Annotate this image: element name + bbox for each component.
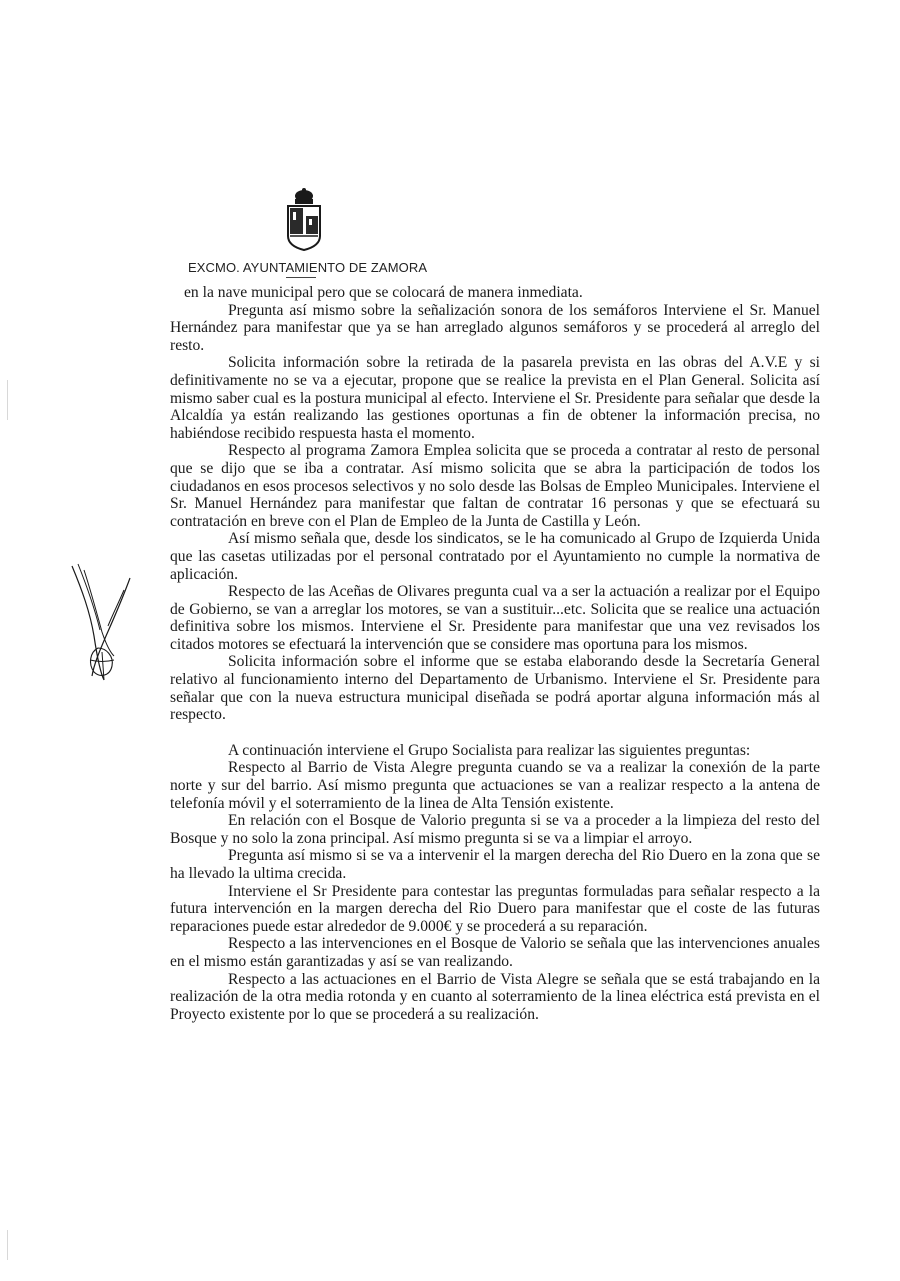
- paragraph: Solicita información sobre el informe que se estaba elaborando desde la Secretaría General relativo al funcionamiento interno del Departamento de Urbanismo. Interviene el Sr. Presidente para señalar que con la nueva estructura municipal diseñada se podrá aportar alguna información más al respecto.: [170, 653, 820, 724]
- paragraph: Respecto a las intervenciones en el Bosque de Valorio se señala que las intervenciones anuales en el mismo están garantizadas y así se van realizando.: [170, 935, 820, 970]
- letterhead-rule: [286, 277, 316, 278]
- paragraph: Solicita información sobre la retirada de la pasarela prevista en las obras del A.V.E y si definitivamente no se va a ejecutar, propone que se realice la prevista en el Plan General. Solicita así mismo saber cual es la postura municipal al efecto. Interviene el Sr. Presidente para señalar que desde la Alcaldía ya están realizando las gestiones oportunas a fin de obtener la información precisa, no habiéndose recibido respuesta hasta el momento.: [170, 354, 820, 442]
- scan-margin-mark: [7, 380, 8, 420]
- paragraph: Pregunta así mismo si se va a intervenir el la margen derecha del Rio Duero en la zona que se ha llevado la ultima crecida.: [170, 847, 820, 882]
- paragraph: En relación con el Bosque de Valorio pregunta si se va a proceder a la limpieza del resto del Bosque y no solo la zona principal. Así mismo pregunta si se va a limpiar el arroyo.: [170, 812, 820, 847]
- paragraph: Respecto a las actuaciones en el Barrio de Vista Alegre se señala que se está trabajando en la realización de la otra media rotonda y en cuanto al soterramiento de la linea eléctrica está prevista en el Proyecto existente por lo que se procederá a su realización.: [170, 970, 820, 1023]
- institution-name: EXCMO. AYUNTAMIENTO DE ZAMORA: [188, 260, 428, 275]
- paragraph: Así mismo señala que, desde los sindicatos, se le ha comunicado al Grupo de Izquierda Unida que las casetas utilizadas por el personal contratado por el Ayuntamiento no cumple la normativa de aplicación.: [170, 530, 820, 583]
- paragraph: Respecto al programa Zamora Emplea solicita que se proceda a contratar al resto de personal que se dijo que se iba a contratar. Así mismo solicita que se abra la participación de todos los ciudadanos en esos procesos selectivos y no solo desde las Bolsas de Empleo Municipales. Interviene el Sr. Manuel Hernández para manifestar que faltan de contratar 16 personas y que se efectuará su contratación en breve con el Plan de Empleo de la Junta de Castilla y León.: [170, 442, 820, 530]
- paragraph: Pregunta así mismo sobre la señalización sonora de los semáforos Interviene el Sr. Manuel Hernández para manifestar que ya se han arreglado algunos semáforos y se procederá al arreglo del resto.: [170, 301, 820, 354]
- letterhead: [188, 188, 488, 283]
- paragraph: A continuación interviene el Grupo Socialista para realizar las siguientes preguntas:: [228, 741, 751, 759]
- scan-margin-mark: [7, 1230, 8, 1260]
- handwritten-signature-icon: [64, 560, 144, 690]
- paragraph: en la nave municipal pero que se colocará de manera inmediata.: [184, 284, 583, 301]
- paragraph: Respecto de las Aceñas de Olivares pregunta cual va a ser la actuación a realizar por el Equipo de Gobierno, se van a arreglar los motores, se van a sustituir...etc. Solicita que se realice una actuación definitiva sobre los mismos. Interviene el Sr. Presidente para manifestar que una vez revisados los citados motores se efectuará la intervención que se considere mas oportuna para los mismos.: [170, 583, 820, 653]
- paragraph: Respecto al Barrio de Vista Alegre pregunta cuando se va a realizar la conexión de la parte norte y sur del barrio. Así mismo pregunta que actuaciones se van a realizar respecto a la antena de telefonía móvil y el soterramiento de la linea de Alta Tensión existente.: [170, 759, 820, 812]
- zamora-coat-of-arms-icon: [284, 188, 324, 252]
- document-body: [170, 284, 820, 1023]
- paragraph: Interviene el Sr Presidente para contestar las preguntas formuladas para señalar respecto a la futura intervención en la margen derecha del Rio Duero para manifestar que el coste de las futuras reparaciones puede estar alrededor de 9.000€ y se procederá a su reparación.: [170, 882, 820, 935]
